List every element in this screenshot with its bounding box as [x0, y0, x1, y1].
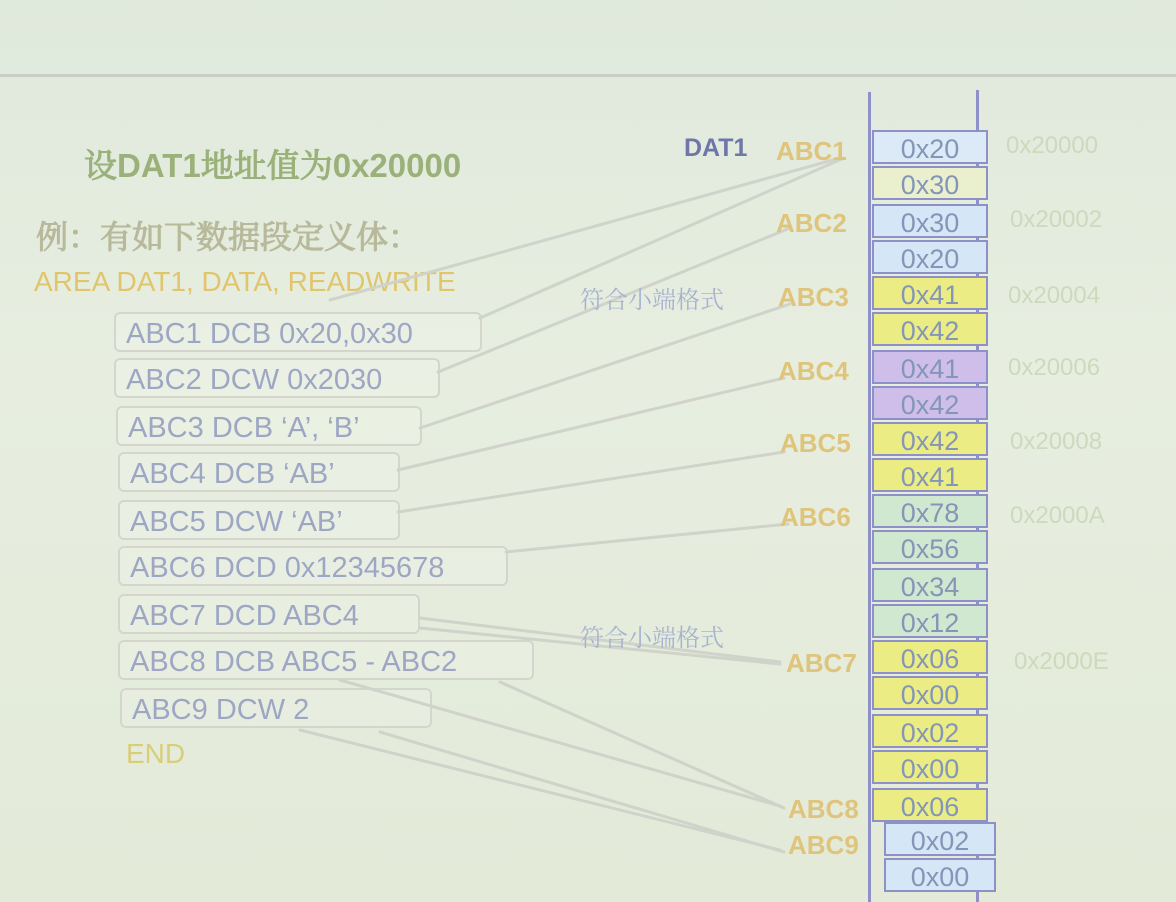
memory-cell: 0x42 [872, 386, 988, 420]
memory-cell: 0x34 [872, 568, 988, 602]
statement-abc3: ABC3 DCB ‘A’, ‘B’ [116, 406, 422, 446]
memory-cell: 0x30 [872, 166, 988, 200]
memory-cell: 0x78 [872, 494, 988, 528]
memory-cell: 0x20 [872, 130, 988, 164]
area-directive: AREA DAT1, DATA, READWRITE [34, 266, 456, 297]
statement-abc4: ABC4 DCB ‘AB’ [118, 452, 400, 492]
little-endian-note-1: 符合小端格式 [580, 287, 724, 314]
statement-abc8: ABC8 DCB ABC5 - ABC2 [118, 640, 534, 680]
statement-abc7: ABC7 DCD ABC4 [118, 594, 420, 634]
statement-abc1: ABC1 DCB 0x20,0x30 [114, 312, 482, 352]
memory-cell: 0x41 [872, 276, 988, 310]
connector-abc4 [398, 378, 784, 470]
address-0x20006: 0x20006 [1008, 354, 1101, 381]
statement-abc9: ABC9 DCW 2 [120, 688, 432, 728]
statement-abc2: ABC2 DCW 0x2030 [114, 358, 440, 398]
memory-cell: 0x41 [872, 458, 988, 492]
memory-cell: 0x02 [872, 714, 988, 748]
address-0x2000E: 0x2000E [1014, 648, 1109, 675]
example-heading: 例：有如下数据段定义体： [36, 218, 421, 256]
connector-abc6 [506, 524, 788, 552]
connector-abc8b [500, 682, 784, 808]
memory-cell: 0x30 [872, 204, 988, 238]
little-endian-note-2: 符合小端格式 [580, 625, 724, 652]
label-abc4: ABC4 [778, 356, 849, 386]
label-abc2: ABC2 [776, 208, 847, 238]
memory-cell: 0x42 [872, 312, 988, 346]
label-abc5: ABC5 [780, 428, 851, 458]
address-0x20008: 0x20008 [1010, 428, 1103, 455]
statement-abc6: ABC6 DCD 0x12345678 [118, 546, 508, 586]
memory-cell: 0x42 [872, 422, 988, 456]
end-directive: END [126, 738, 186, 769]
label-abc9: ABC9 [788, 830, 859, 860]
label-abc1: ABC1 [776, 136, 847, 166]
stack-left-rail [868, 92, 871, 902]
connector-abc1 [330, 158, 840, 300]
memory-cell: 0x41 [872, 350, 988, 384]
memory-cell: 0x06 [872, 640, 988, 674]
statement-abc5: ABC5 DCW ‘AB’ [118, 500, 400, 540]
memory-cell: 0x00 [884, 858, 996, 892]
address-0x20002: 0x20002 [1010, 206, 1103, 233]
page-title: 设DAT1地址值为0x20000 [84, 147, 462, 184]
label-abc6: ABC6 [780, 502, 851, 532]
memory-cell: 0x06 [872, 788, 988, 822]
connector-abc8 [340, 680, 780, 806]
address-0x20004: 0x20004 [1008, 282, 1101, 309]
label-abc3: ABC3 [778, 282, 849, 312]
memory-cell: 0x12 [872, 604, 988, 638]
memory-cell: 0x20 [872, 240, 988, 274]
connector-abc3 [420, 304, 790, 428]
address-0x2000A: 0x2000A [1010, 502, 1105, 529]
memory-cell: 0x00 [872, 750, 988, 784]
connector-abc5 [398, 452, 784, 512]
memory-cell: 0x00 [872, 676, 988, 710]
connector-abc9 [300, 730, 780, 850]
label-abc8: ABC8 [788, 794, 859, 824]
address-0x20000: 0x20000 [1006, 132, 1099, 159]
memory-cell: 0x02 [884, 822, 996, 856]
memory-cell: 0x56 [872, 530, 988, 564]
dat1-label: DAT1 [684, 134, 748, 162]
label-abc7: ABC7 [786, 648, 857, 678]
